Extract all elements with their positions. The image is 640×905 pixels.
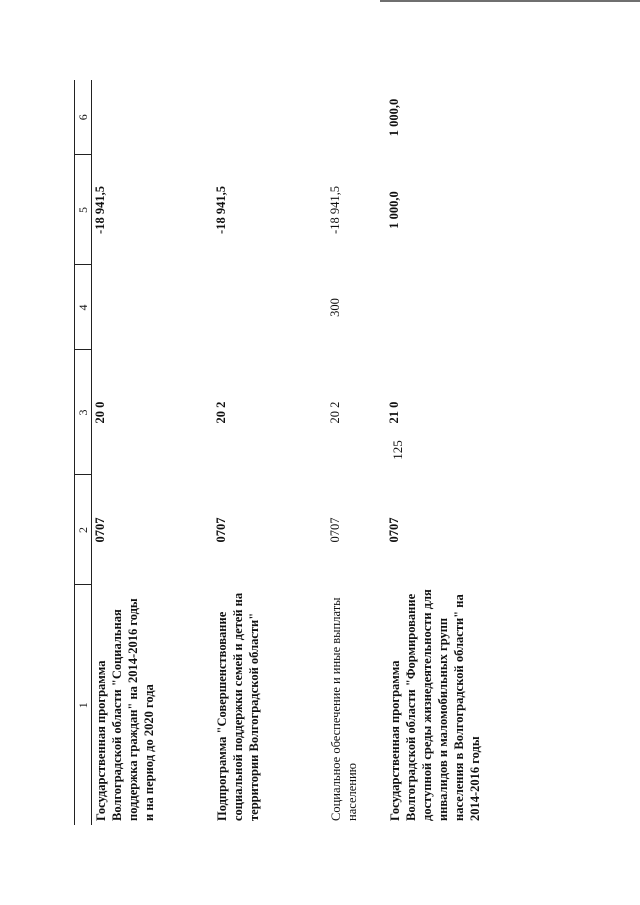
header-col-6: 6 <box>75 80 92 155</box>
section-code: 0707 <box>93 517 107 543</box>
header-col-4: 4 <box>75 265 92 350</box>
section-code: 0707 <box>328 517 342 543</box>
amount-value-2 <box>327 80 386 155</box>
amount-value-2 <box>213 80 327 155</box>
header-col-2: 2 <box>75 475 92 585</box>
page-number: 125 <box>390 440 405 460</box>
row-name: Социальное обеспечение и иные выплаты населению <box>329 597 359 821</box>
amount-value-2: 1 000,0 <box>387 98 401 137</box>
table-row <box>213 80 327 825</box>
expense-type-code <box>213 265 327 350</box>
budget-table <box>74 80 587 825</box>
amount-value-2 <box>92 80 214 155</box>
program-code: 20 2 <box>214 401 228 424</box>
section-code: 0707 <box>387 517 401 543</box>
row-name: Подпрограмма "Совершенствование социальной поддержки семей и детей на территории Волгоградской области" <box>215 592 261 821</box>
amount-value: -18 941,5 <box>93 186 107 234</box>
budget-table-frame <box>74 80 619 825</box>
amount-value: 1 000,0 <box>387 191 401 229</box>
header-col-5: 5 <box>75 155 92 265</box>
table-row <box>386 80 587 825</box>
program-code: 21 0 <box>387 401 401 424</box>
table-row <box>327 80 386 825</box>
expense-type-code <box>92 265 214 350</box>
table-row <box>92 80 214 825</box>
section-code: 0707 <box>214 517 228 543</box>
budget-table-rotated <box>74 80 619 825</box>
scan-edge-line <box>380 0 640 2</box>
program-code: 20 0 <box>93 401 107 424</box>
header-row <box>75 80 92 825</box>
header-col-1: 1 <box>75 585 92 825</box>
expense-type-code <box>386 265 587 350</box>
program-code: 20 2 <box>328 401 342 424</box>
amount-value: -18 941,5 <box>328 186 342 234</box>
row-name: Государственная программа Волгоградской области "Социальная поддержка граждан" на 2014-2016 годы и на период до 2020 года <box>94 598 156 821</box>
row-name: Государственная программа Волгоградской области "Формирование доступной среды жизнедеятельности для инвалидов и маломобильных групп населения в Волгоградской области" на 2014-2016 годы <box>388 589 482 821</box>
expense-type-code: 300 <box>328 298 342 317</box>
amount-value: -18 941,5 <box>214 186 228 234</box>
header-col-3: 3 <box>75 350 92 475</box>
